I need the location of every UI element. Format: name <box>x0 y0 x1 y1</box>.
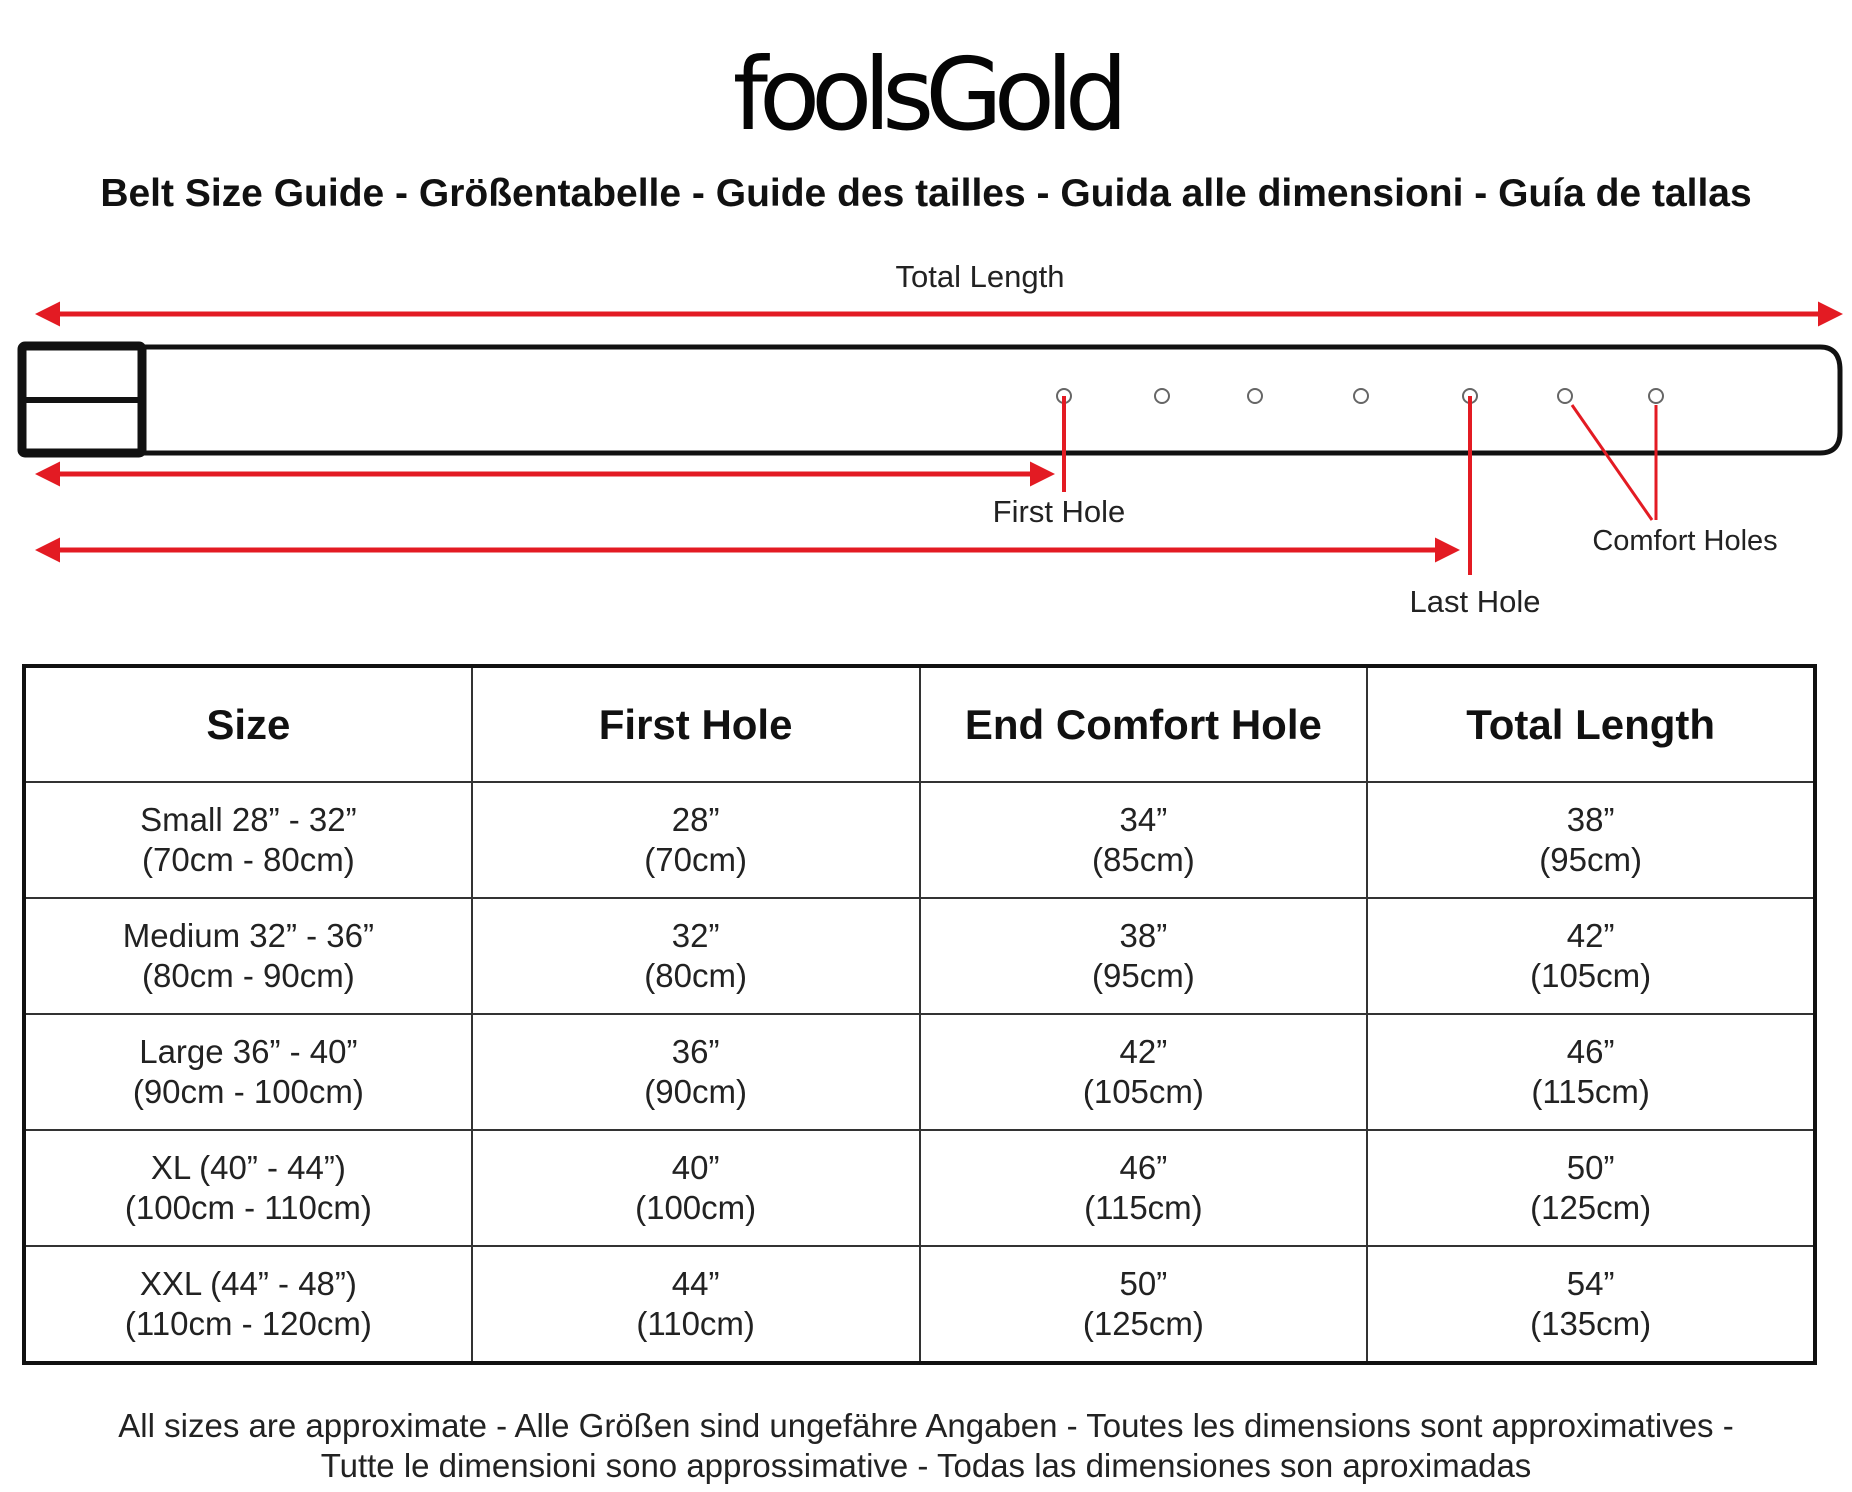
cell-end-comfort-hole: 50” (125cm) <box>920 1246 1368 1363</box>
header-total-length: Total Length <box>1367 666 1815 782</box>
comfort-holes-label: Comfort Holes <box>1592 525 1778 557</box>
table-row <box>24 898 1815 1014</box>
cell-size: Small 28” - 32” (70cm - 80cm) <box>24 782 472 898</box>
cell-total-length: 42” (105cm) <box>1367 898 1815 1014</box>
header-first-hole: First Hole <box>472 666 920 782</box>
first-hole-label: First Hole <box>992 494 1126 529</box>
total-length-label: Total Length <box>895 259 1065 294</box>
last-hole-label: Last Hole <box>1409 584 1541 619</box>
disclaimer-line: Tutte le dimensioni sono approssimative - Todas las dimensiones son aproximadas <box>320 1447 1532 1484</box>
table-row <box>24 1246 1815 1363</box>
size-table <box>22 664 1817 1365</box>
cell-total-length: 46” (115cm) <box>1367 1014 1815 1130</box>
cell-first-hole: 44” (110cm) <box>472 1246 920 1363</box>
logo-text: foolsGold <box>732 36 1120 153</box>
cell-first-hole: 36” (90cm) <box>472 1014 920 1130</box>
table-row <box>24 782 1815 898</box>
cell-total-length: 38” (95cm) <box>1367 782 1815 898</box>
cell-size: Medium 32” - 36” (80cm - 90cm) <box>24 898 472 1014</box>
belt-diagram <box>0 240 1852 630</box>
cell-total-length: 54” (135cm) <box>1367 1246 1815 1363</box>
cell-end-comfort-hole: 38” (95cm) <box>920 898 1368 1014</box>
cell-first-hole: 40” (100cm) <box>472 1130 920 1246</box>
belt-hole <box>1248 389 1262 403</box>
disclaimer-line: All sizes are approximate - Alle Größen sind ungefähre Angaben - Toutes les dimensions sont approximatives - <box>118 1407 1734 1444</box>
cell-size: Large 36” - 40” (90cm - 100cm) <box>24 1014 472 1130</box>
table-row <box>24 1014 1815 1130</box>
page-title: Belt Size Guide - Größentabelle - Guide des tailles - Guida alle dimensioni - Guía de tallas <box>100 172 1752 215</box>
cell-size: XL (40” - 44”) (100cm - 110cm) <box>24 1130 472 1246</box>
cell-end-comfort-hole: 46” (115cm) <box>920 1130 1368 1246</box>
belt-hole <box>1155 389 1169 403</box>
cell-first-hole: 28” (70cm) <box>472 782 920 898</box>
belt-hole <box>1558 389 1572 403</box>
cell-end-comfort-hole: 42” (105cm) <box>920 1014 1368 1130</box>
belt-hole <box>1649 389 1663 403</box>
belt-strap <box>140 347 1840 453</box>
table-header-row <box>24 666 1815 782</box>
header-end-comfort-hole: End Comfort Hole <box>920 666 1368 782</box>
cell-size: XXL (44” - 48”) (110cm - 120cm) <box>24 1246 472 1363</box>
comfort-hole-pointer <box>1572 405 1652 520</box>
brand-logo <box>0 36 1852 153</box>
cell-end-comfort-hole: 34” (85cm) <box>920 782 1368 898</box>
belt-hole <box>1354 389 1368 403</box>
disclaimer <box>0 1406 1852 1486</box>
cell-first-hole: 32” (80cm) <box>472 898 920 1014</box>
cell-total-length: 50” (125cm) <box>1367 1130 1815 1246</box>
table-row <box>24 1130 1815 1246</box>
header-size: Size <box>24 666 472 782</box>
